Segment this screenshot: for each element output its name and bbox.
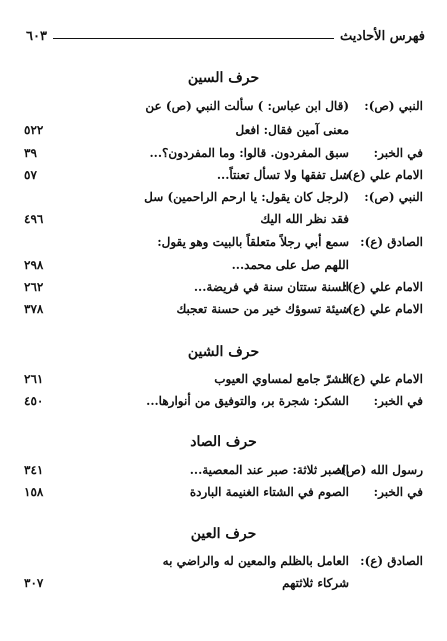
entry-text: سبق المفردون. قالوا: وما المفردون؟...: [149, 146, 349, 160]
entry-page: ٣٤١: [24, 463, 44, 477]
header-rule: [53, 38, 334, 39]
index-entry: [0, 164, 447, 186]
entry-text: فقد نظر الله اليك: [260, 212, 349, 226]
entry-page: ٢٦٢: [24, 280, 44, 294]
entry-text: سل تفقها ولا تسأل تعنتاً...: [216, 168, 349, 182]
entry-speaker: رسول الله (ص):: [336, 463, 423, 477]
entry-speaker: الامام علي (ع):: [342, 280, 423, 294]
section-title: حرف العين: [190, 526, 257, 542]
index-entry: [0, 390, 447, 412]
entry-speaker: في الخبر:: [373, 485, 423, 499]
entry-text: الصبر ثلاثة: صبر عند المعصية...: [189, 463, 349, 477]
index-entry: [0, 231, 447, 253]
index-entry: [0, 208, 447, 230]
entry-speaker: الامام علي (ع):: [342, 168, 423, 182]
entry-page: ٤٥٠: [24, 394, 44, 408]
section-title: حرف الشين: [187, 344, 260, 360]
entry-page: ٢٩٨: [24, 258, 44, 272]
index-entry: [0, 186, 447, 208]
entry-speaker: النبي (ص):: [364, 99, 423, 113]
section-title: حرف السين: [187, 70, 260, 86]
entry-speaker: الصادق (ع):: [360, 554, 423, 568]
index-entry: [0, 254, 447, 276]
entry-text: الصوم في الشتاء الغنيمة الباردة: [189, 485, 349, 499]
entry-page: ٣٩: [24, 146, 37, 160]
entry-speaker: في الخبر:: [373, 394, 423, 408]
entry-text: الشرّ جامع لمساوي العيوب: [214, 372, 349, 386]
entry-page: ٣٠٧: [24, 576, 44, 590]
entry-page: ٥٢٢: [24, 123, 44, 137]
entry-page: ١٥٨: [24, 485, 44, 499]
index-entry: [0, 119, 447, 141]
index-entry: [0, 368, 447, 390]
entry-speaker: الصادق (ع):: [360, 235, 423, 249]
index-entry: [0, 276, 447, 298]
index-entry: [0, 298, 447, 320]
entry-text: السنة ستتان سنة في فريضة...: [193, 280, 349, 294]
index-entry: [0, 481, 447, 503]
entry-speaker: النبي (ص):: [364, 190, 423, 204]
entry-text: شركاء ثلاثتهم: [282, 576, 349, 590]
entry-text: سيئة تسوؤك خير من حسنة تعجبك: [176, 302, 349, 316]
header-page-number: ٦٠٣: [26, 29, 47, 44]
entry-speaker: الامام علي (ع):: [342, 372, 423, 386]
index-entry: [0, 142, 447, 164]
entry-text: اللهم صل على محمد...: [231, 258, 349, 272]
entry-text: (قال ابن عباس: ) سألت النبي (ص) عن: [145, 99, 349, 113]
entry-page: ٣٧٨: [24, 302, 44, 316]
entry-speaker: في الخبر:: [373, 146, 423, 160]
index-entry: [0, 572, 447, 594]
index-entry: [0, 459, 447, 481]
entry-text: معنى آمين فقال: افعل: [235, 123, 349, 137]
entry-text: سمع أبي رجلاً متعلقاً بالبيت وهو يقول:: [157, 235, 349, 249]
index-entry: [0, 550, 447, 572]
header-title: فهرس الأحاديث: [340, 29, 425, 44]
entry-text: العامل بالظلم والمعين له والراضي به: [162, 554, 349, 568]
index-entry: [0, 95, 447, 117]
entry-page: ٢٦١: [24, 372, 44, 386]
entry-page: ٥٧: [24, 168, 37, 182]
entry-text: (لرجل كان يقول: يا ارحم الراحمين) سل: [144, 190, 349, 204]
page-header: [26, 22, 425, 44]
entry-speaker: الامام علي (ع):: [342, 302, 423, 316]
entry-page: ٤٩٦: [24, 212, 44, 226]
section-title: حرف الصاد: [190, 434, 257, 450]
entry-text: الشكر: شجرة بر، والتوفيق من أنوارها...: [146, 394, 349, 408]
